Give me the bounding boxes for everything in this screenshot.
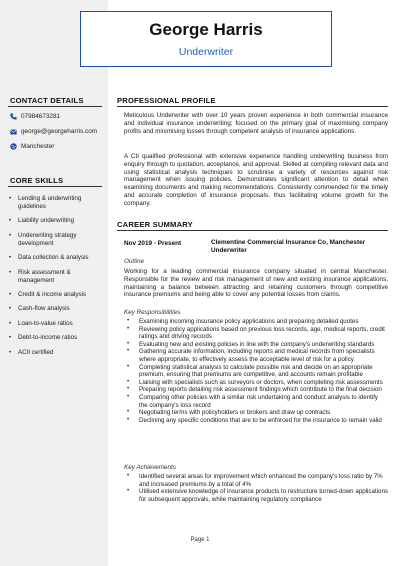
bullet-icon: • [9,269,12,276]
responsibility-item: • Declining any specific conditions that are to be enforced for the insurance to remain valid [127,416,382,424]
skill-item: • Credit & income analysis [9,290,87,298]
location-text: Manchester [21,143,55,150]
responsibilities-label: Key Responsibilities [124,309,181,316]
skills-list [6,195,106,363]
bullet-icon: • [127,409,130,416]
email-address: george@georgeharris.com [21,128,98,135]
contact-location [10,143,54,150]
profile-paragraph-2: A CII qualified professional with extensive experience handling underwriting business from enquiry through to quotation, acceptance, and approval. Skilled at compiling relevant data and using statistical analysis techniques to scrutinise a variety of resources against risk management when issuing policies. Demonstrates significant attention to detail when examining documents and making recommendations. Consistently commended for the timely and accurate completion of insurance proposals, thus facilitating volume growth for the company. [124,153,388,207]
job-role: Underwriter [211,247,247,254]
contact-heading: CONTACT DETAILS [10,96,84,105]
profile-heading: PROFESSIONAL PROFILE [117,96,216,105]
page-number: Page 1 [190,537,210,543]
skill-item: • Loan-to-value ratios [9,319,73,327]
profile-paragraph-1: Meticulous Underwriter with over 10 years proven experience in both commercial insurance and individual insurance underwriting; focused on the primary goal of maximising company profits and minimising losses through competent analysis of insurance applications. [124,112,388,135]
skill-item: • Debt-to-income ratios [9,334,78,342]
job-dates: Nov 2019 - Present [124,240,182,247]
bullet-icon: • [9,349,12,356]
contact-rule [8,106,102,107]
contact-email [10,128,97,135]
career-rule [117,230,388,231]
name-header [80,11,332,67]
skill-item: • Lending & underwriting guidelines [9,195,82,210]
bullet-icon: • [9,255,12,262]
responsibility-item: • Liaising with specialists such as surveyors or doctors, when completing risk assessments [127,378,383,386]
bullet-icon: • [9,196,12,202]
skill-item: • Risk assessment & management [9,268,71,284]
bullet-icon: • [127,386,130,393]
bullet-icon: • [9,306,12,313]
bullet-icon: • [127,363,130,370]
location-icon [10,143,17,150]
bullet-icon: • [127,416,130,423]
bullet-icon: • [127,348,130,355]
skill-item: • Data collection & analysis [9,254,89,262]
skill-item: • Underwriting strategy development [9,231,77,247]
responsibility-item: • Evaluating new and existing policies in line with the company's underwriting standards [127,340,375,348]
bullet-icon: • [9,291,12,298]
company-name: Clementine Commercial Insurance Co, Manchester [211,239,366,246]
job-employer [211,239,381,255]
bullet-icon: • [127,325,130,332]
bullet-icon: • [127,318,130,324]
bullet-icon: • [9,320,12,327]
responsibility-item: • Completing statistical analysis to calculate possible risk and decide on an appropriate premium, ensuring that premiums are competitive, and accounts remain profitable [127,363,373,379]
profile-rule [117,106,388,107]
bullet-icon: • [127,393,130,400]
responsibility-item: • Negotiating terms with policyholders or brokers and draw up contracts [127,409,331,417]
phone-number: 07984673281 [21,113,61,120]
phone-icon [10,113,17,120]
responsibility-item: • Comparing other policies with a similar risk undertaking and conduct analysis to identify the company's loss record [127,393,379,409]
bullet-icon: • [127,378,130,385]
bullet-icon: • [127,488,130,495]
skill-item: • ACII certified [9,348,54,356]
responsibility-item: • Preparing reports detailing risk assessment findings which contribute to the final decision [127,386,382,394]
bullet-icon: • [127,473,130,479]
skill-item: • Liability underwriting [9,217,75,225]
responsibility-item: • Reviewing policy applications based on previous loss records, age, medical reports, credit ratings and driving records [127,325,385,341]
skill-item: • Cash-flow analysis [9,305,70,313]
bullet-icon: • [9,335,12,342]
bullet-icon: • [127,340,130,347]
achievement-item: • Utilised extensive knowledge of insurance products to restructure turned-down applications for subsequent approvals, while maintaining regulatory compliance [127,488,389,503]
contact-phone [10,113,60,120]
achievement-item: • Identified several areas for improvement which enhanced the company's loss ratio by 7% and increased premiums by a total of 4% [127,473,383,488]
outline-text: Working for a leading commercial insurance company situated in central Manchester. Responsible for the review and risk management of new and existing insurance applications, maintaining a balance between attracting and retaining customers through competitive insurance premiums and being able to cover any potential losses from claims. [124,268,388,299]
achievements-list [124,473,388,503]
responsibility-item: • Examining incoming insurance policy applications and preparing detailed quotes [127,318,359,325]
job-title: Underwriter [178,46,234,58]
bullet-icon: • [9,232,12,239]
responsibility-item: • Gathering accurate information, including reports and medical records from specialists where appropriate, to effectively assess the acceptable level of risk for a policy [127,348,375,363]
candidate-name: George Harris [149,20,263,39]
achievements-label: Key Achievements [124,464,176,471]
outline-label: Outline [124,258,144,265]
email-icon [10,128,17,135]
skills-heading: CORE SKILLS [10,176,64,185]
skills-rule [8,186,102,187]
responsibilities-list [124,318,388,424]
career-heading: CAREER SUMMARY [117,220,193,229]
bullet-icon: • [9,218,12,225]
